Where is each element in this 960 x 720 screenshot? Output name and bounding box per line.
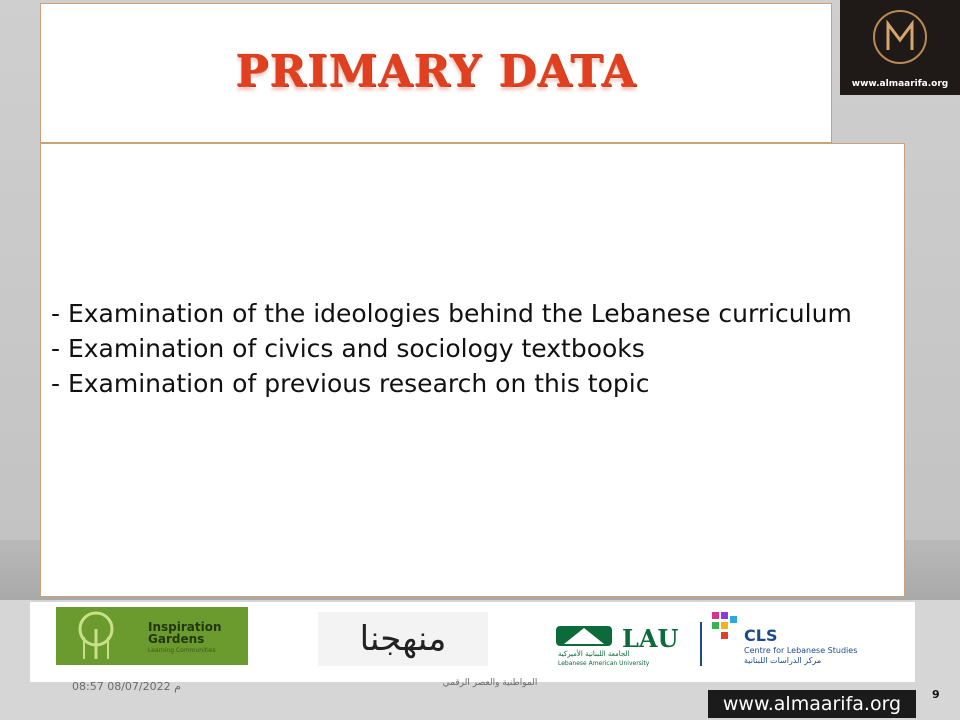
inspiration-gardens-logo <box>56 607 248 665</box>
title-panel <box>40 3 832 143</box>
slide-title: PRIMARY DATA <box>235 46 637 97</box>
bullet-item: - Examination of civics and sociology textbooks <box>51 334 645 363</box>
bullet-list <box>51 296 894 401</box>
cls-squares-icon <box>710 610 740 650</box>
logo-url-text: www.almaarifa.org <box>851 79 949 89</box>
footer-date: 08:57 08/07/2022 م <box>72 680 181 693</box>
logo-divider <box>700 622 702 666</box>
bullet-item: - Examination of previous research on this topic <box>51 369 650 398</box>
footer-caption: المواطنية والعصر الرقمي <box>442 678 538 688</box>
cls-arabic: مركز الدراسات اللبنانية <box>744 656 822 665</box>
lau-english: Lebanese American University <box>558 660 650 667</box>
cls-name: CLS <box>744 626 778 645</box>
bullet-item: - Examination of the ideologies behind the Lebanese curriculum <box>51 299 852 328</box>
inspiration-gardens-name: Inspiration Gardens <box>148 620 222 646</box>
website-banner[interactable]: www.almaarifa.org <box>708 690 916 718</box>
cls-logo <box>710 610 885 670</box>
inspiration-gardens-sub: Learning Communities <box>148 647 216 654</box>
cedar-icon <box>554 620 614 650</box>
lau-arabic: الجامعة اللبنانية الأميركية <box>558 650 630 658</box>
partner-logos-strip <box>30 602 915 682</box>
lau-logo <box>554 620 704 670</box>
slide-number: 9 <box>932 688 940 701</box>
content-panel <box>40 143 905 597</box>
tree-icon <box>56 607 136 665</box>
almaarifa-logo <box>840 0 960 95</box>
lau-name: LAU <box>622 624 679 653</box>
manhajuna-logo: منهجنا <box>318 612 488 666</box>
cls-english: Centre for Lebanese Studies <box>744 646 858 655</box>
almaarifa-m-icon <box>870 4 930 70</box>
